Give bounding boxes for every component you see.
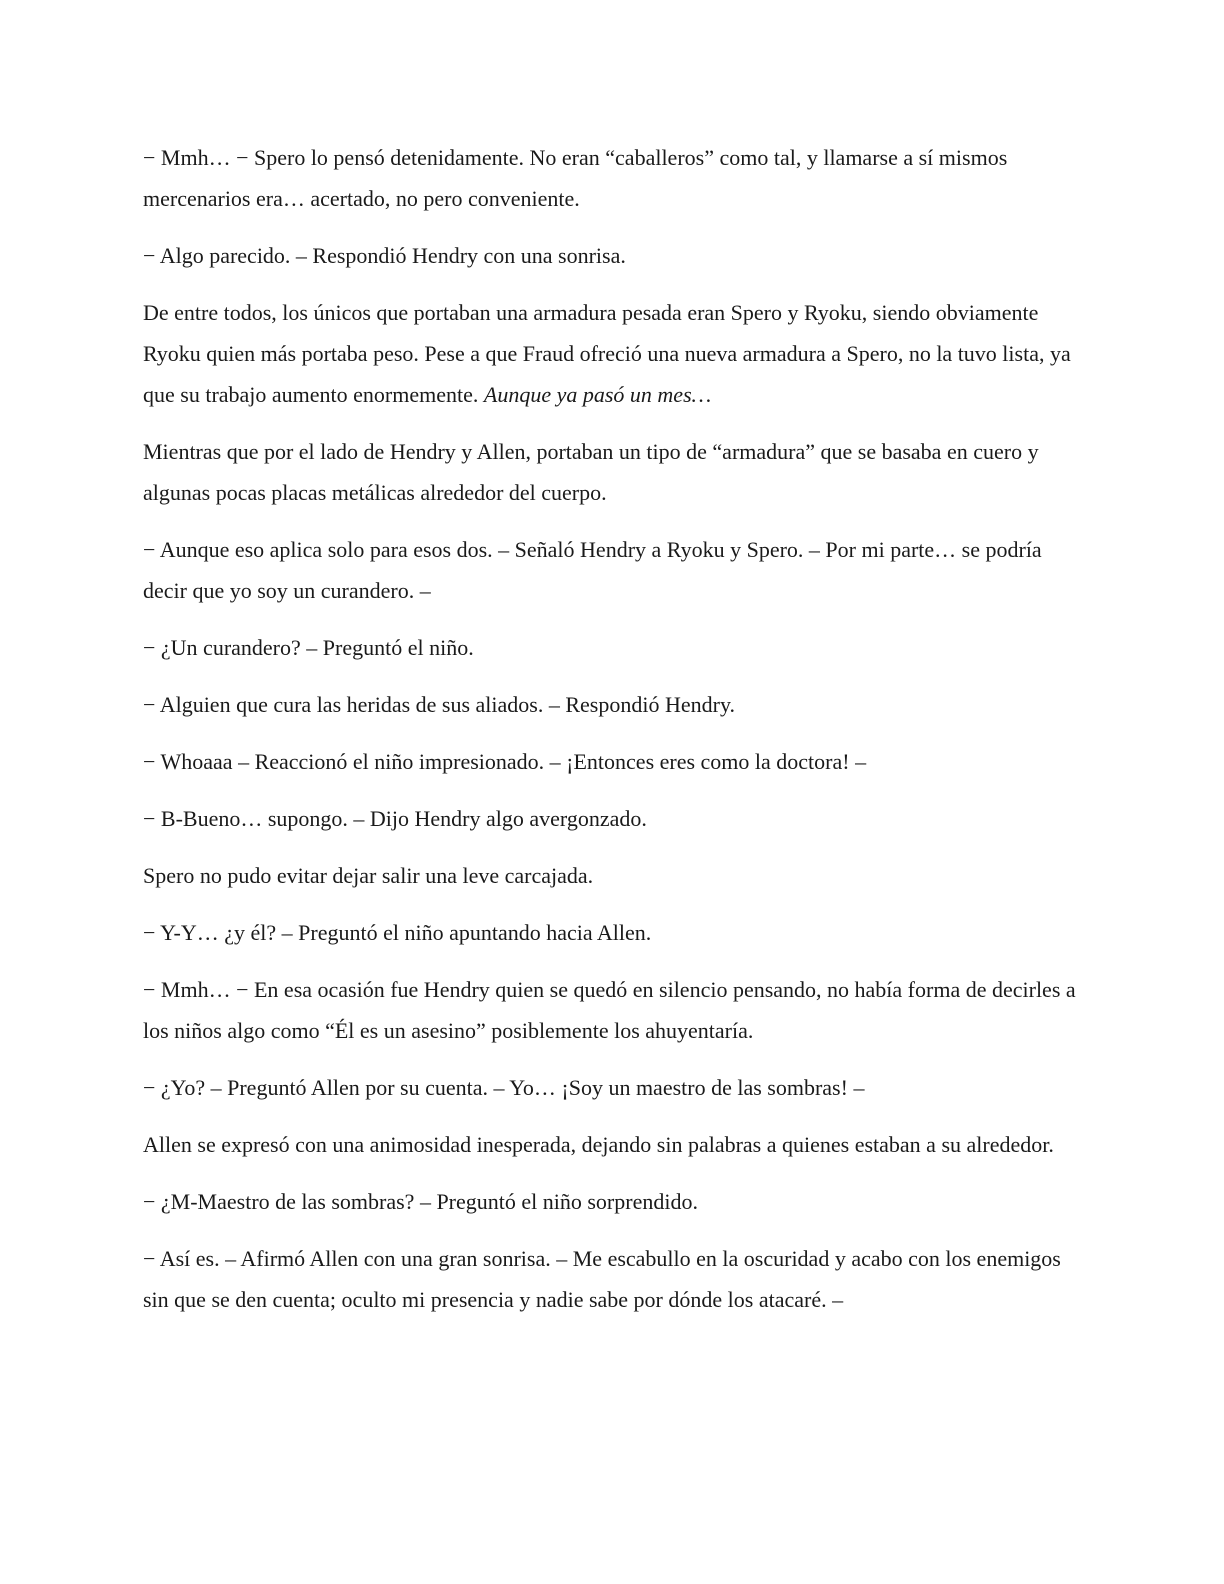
- paragraph: − Algo parecido. – Respondió Hendry con una sonrisa.: [143, 243, 626, 268]
- paragraph: Spero no pudo evitar dejar salir una leve carcajada.: [143, 863, 594, 888]
- paragraph: Allen se expresó con una animosidad inesperada, dejando sin palabras a quienes estaban a su alrededor.: [143, 1132, 1054, 1157]
- paragraph: − Mmh… − Spero lo pensó detenidamente. No eran “caballeros” como tal, y llamarse a sí mismos mercenarios era… acertado, no pero conveniente.: [143, 145, 1008, 211]
- paragraph: De entre todos, los únicos que portaban una armadura pesada eran Spero y Ryoku, siendo obviamente Ryoku quien más portaba peso. Pese a que Fraud ofreció una nueva armadura a Spero, no la tuvo lista, ya que su trabajo aumento enormemente. Aunque ya pasó un mes…: [143, 300, 1071, 407]
- paragraph: − Así es. – Afirmó Allen con una gran sonrisa. – Me escabullo en la oscuridad y acabo con los enemigos sin que se den cuenta; oculto mi presencia y nadie sabe por dónde los atacaré. –: [143, 1246, 1061, 1312]
- paragraph: − B-Bueno… supongo. – Dijo Hendry algo avergonzado.: [143, 806, 647, 831]
- paragraph: − Alguien que cura las heridas de sus aliados. – Respondió Hendry.: [143, 692, 736, 717]
- paragraph: − ¿M-Maestro de las sombras? – Preguntó el niño sorprendido.: [143, 1189, 698, 1214]
- paragraph: − ¿Un curandero? – Preguntó el niño.: [143, 635, 474, 660]
- paragraph: − Whoaaa – Reaccionó el niño impresionado. – ¡Entonces eres como la doctora! –: [143, 749, 867, 774]
- paragraph: − Aunque eso aplica solo para esos dos. – Señaló Hendry a Ryoku y Spero. – Por mi parte… se podría decir que yo soy un curandero. –: [143, 537, 1042, 603]
- paragraph: − ¿Yo? – Preguntó Allen por su cuenta. – Yo… ¡Soy un maestro de las sombras! –: [143, 1075, 865, 1100]
- paragraph: − Y-Y… ¿y él? – Preguntó el niño apuntando hacia Allen.: [143, 920, 652, 945]
- paragraph: Mientras que por el lado de Hendry y Allen, portaban un tipo de “armadura” que se basaba en cuero y algunas pocas placas metálicas alrededor del cuerpo.: [143, 439, 1039, 505]
- document-body: [143, 137, 1083, 1336]
- paragraph: − Mmh… − En esa ocasión fue Hendry quien se quedó en silencio pensando, no había forma de decirles a los niños algo como “Él es un asesino” posiblemente los ahuyentaría.: [143, 977, 1076, 1043]
- italic-thought: Aunque ya pasó un mes…: [483, 382, 712, 407]
